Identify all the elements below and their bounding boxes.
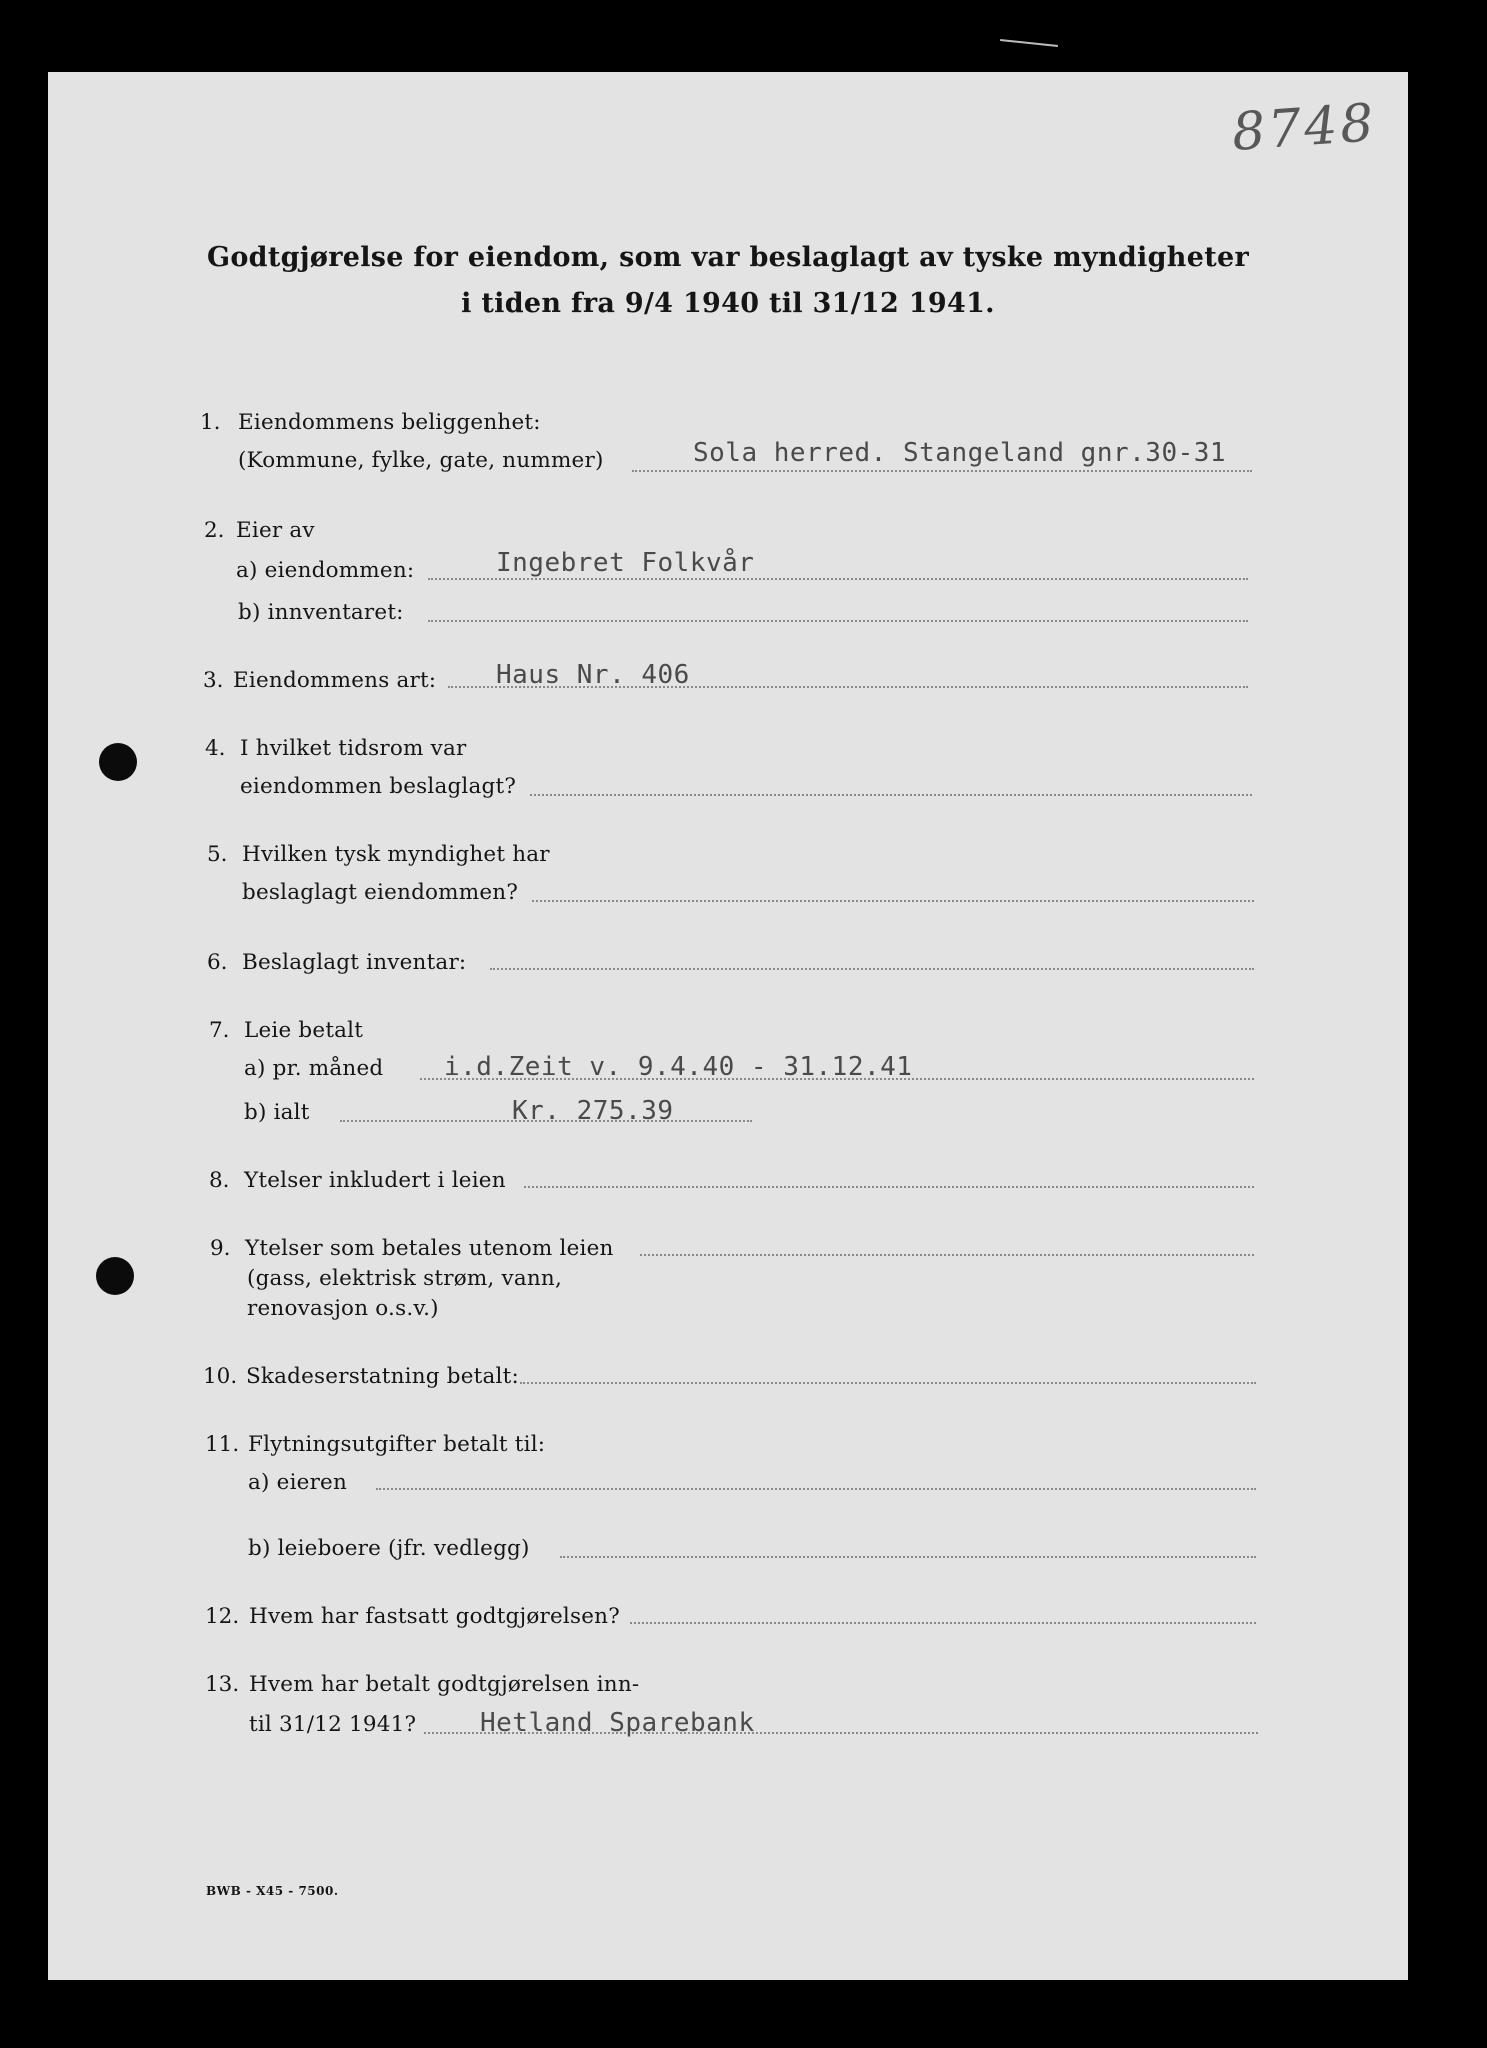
q5-number: 5. bbox=[207, 842, 228, 867]
q11-label: Flytningsutgifter betalt til: bbox=[248, 1432, 546, 1457]
q3-label: Eiendommens art: bbox=[233, 668, 437, 693]
q7-number: 7. bbox=[209, 1018, 230, 1043]
q11b-answer-line bbox=[560, 1556, 1256, 1558]
q1-answer: Sola herred. Stangeland gnr.30-31 bbox=[693, 438, 1227, 468]
q13-answer: Hetland Sparebank bbox=[480, 1708, 755, 1738]
q4-sublabel: eiendommen beslaglagt? bbox=[240, 774, 517, 799]
q12-label: Hvem har fastsatt godtgjørelsen? bbox=[249, 1604, 620, 1629]
q5-label: Hvilken tysk myndighet har bbox=[242, 842, 550, 867]
q7a-answer: i.d.Zeit v. 9.4.40 - 31.12.41 bbox=[444, 1052, 913, 1082]
q2b-answer-line bbox=[428, 620, 1248, 622]
q12-answer-line bbox=[630, 1622, 1256, 1624]
q6-number: 6. bbox=[207, 950, 228, 975]
q5-answer-line bbox=[532, 900, 1254, 902]
q3-answer: Haus Nr. 406 bbox=[496, 660, 690, 690]
q6-answer-line bbox=[490, 968, 1254, 970]
scan-edge-mark bbox=[1000, 39, 1058, 47]
q4-answer-line bbox=[530, 794, 1252, 796]
q8-number: 8. bbox=[209, 1168, 230, 1193]
form-title-line-2: i tiden fra 9/4 1940 til 31/12 1941. bbox=[461, 288, 995, 319]
q1-number: 1. bbox=[200, 410, 221, 435]
q5-sublabel: beslaglagt eiendommen? bbox=[242, 880, 519, 905]
q6-label: Beslaglagt inventar: bbox=[242, 950, 467, 975]
punch-hole-top bbox=[99, 743, 137, 781]
q9-label: Ytelser som betales utenom leien bbox=[245, 1236, 614, 1261]
q2a-answer: Ingebret Folkvår bbox=[496, 548, 755, 578]
q8-answer-line bbox=[524, 1186, 1254, 1188]
q9-sublabel-2: renovasjon o.s.v.) bbox=[247, 1296, 439, 1321]
q7-label: Leie betalt bbox=[244, 1018, 364, 1043]
q2-label: Eier av bbox=[236, 518, 315, 543]
q4-number: 4. bbox=[205, 736, 226, 761]
archive-number: 8748 bbox=[1230, 93, 1379, 163]
q1-label: Eiendommens beliggenhet: bbox=[238, 410, 541, 435]
q1-sublabel: (Kommune, fylke, gate, nummer) bbox=[238, 448, 604, 473]
q13-sublabel: til 31/12 1941? bbox=[249, 1712, 417, 1737]
q11b-label: b) leieboere (jfr. vedlegg) bbox=[248, 1536, 530, 1561]
q11a-answer-line bbox=[376, 1488, 1256, 1490]
q4-label: I hvilket tidsrom var bbox=[240, 736, 467, 761]
q11-number: 11. bbox=[205, 1432, 240, 1457]
q10-answer-line bbox=[520, 1382, 1256, 1384]
q13-label: Hvem har betalt godtgjørelsen inn- bbox=[249, 1672, 640, 1697]
print-code: BWB - X45 - 7500. bbox=[206, 1884, 339, 1898]
q10-number: 10. bbox=[203, 1364, 238, 1389]
q3-number: 3. bbox=[203, 668, 224, 693]
q2a-label: a) eiendommen: bbox=[236, 558, 415, 583]
q9-number: 9. bbox=[210, 1236, 231, 1261]
q13-number: 13. bbox=[205, 1672, 240, 1697]
q7b-answer: Kr. 275.39 bbox=[512, 1096, 674, 1126]
punch-hole-bottom bbox=[96, 1257, 134, 1295]
q9-sublabel-1: (gass, elektrisk strøm, vann, bbox=[247, 1266, 562, 1291]
form-title-line-1: Godtgjørelse for eiendom, som var beslaglagt av tyske myndigheter bbox=[207, 242, 1249, 273]
q7a-label: a) pr. måned bbox=[244, 1056, 384, 1081]
q12-number: 12. bbox=[205, 1604, 240, 1629]
q2b-label: b) innventaret: bbox=[238, 600, 404, 625]
q8-label: Ytelser inkludert i leien bbox=[244, 1168, 506, 1193]
q2a-answer-line bbox=[428, 578, 1248, 580]
q2-number: 2. bbox=[204, 518, 225, 543]
q10-label: Skadeserstatning betalt: bbox=[246, 1364, 519, 1389]
q9-answer-line bbox=[640, 1254, 1254, 1256]
q7b-label: b) ialt bbox=[244, 1100, 310, 1125]
q1-answer-line bbox=[632, 470, 1252, 472]
q11a-label: a) eieren bbox=[248, 1470, 348, 1495]
